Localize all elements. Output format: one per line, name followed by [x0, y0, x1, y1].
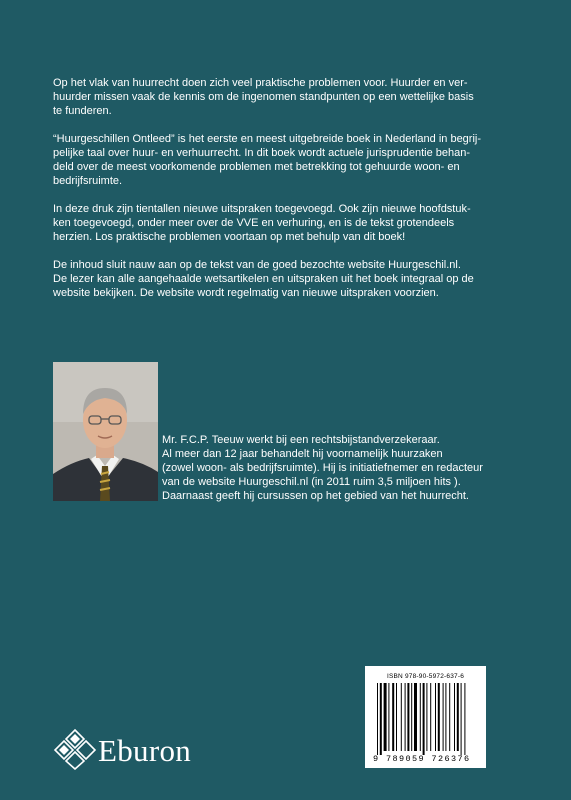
bio-line: Mr. F.C.P. Teeuw werkt bij een rechtsbijstandverzekeraar. [162, 434, 440, 446]
text-line: pelijke taal over huur- en verhuurrecht. In dit boek wordt actuele jurisprudentie behan- [53, 147, 471, 159]
text-line: te funderen. [53, 105, 112, 117]
bio-line: Daarnaast geeft hij cursussen op het gebied van het huurrecht. [162, 490, 469, 502]
blurb-paragraph-4 [53, 258, 533, 300]
bio-line: (zowel woon- als bedrijfsruimte). Hij is initiatiefnemer en redacteur [162, 462, 483, 474]
text-line: Op het vlak van huurrecht doen zich veel praktische problemen voor. Huurder en ver- [53, 77, 468, 89]
publisher-logo-icon [53, 728, 97, 770]
publisher-name: Eburon [98, 733, 192, 768]
bio-line: Al meer dan 12 jaar behandelt hij voornamelijk huurzaken [162, 448, 443, 460]
text-line: In deze druk zijn tientallen nieuwe uitspraken toegevoegd. Ook zijn nieuwe hoofdstuk- [53, 203, 471, 215]
text-line: deld over de meest voorkomende problemen met betrekking tot gehuurde woon- en [53, 161, 460, 173]
text-line: De inhoud sluit nauw aan op de tekst van de goed bezochte website Huurgeschil.nl. [53, 259, 461, 271]
barcode-block [365, 666, 486, 768]
text-line: herzien. Los praktische problemen voortaan op met behulp van dit boek! [53, 231, 406, 243]
text-line: huurder missen vaak de kennis om de ingenomen standpunten op een wettelijke basis [53, 91, 474, 103]
text-line: bedrijfsruimte. [53, 175, 123, 187]
blurb-paragraph-2 [53, 132, 533, 188]
barcode-bars [377, 683, 475, 755]
text-line: “Huurgeschillen Ontleed” is het eerste en meest uitgebreide boek in Nederland in begrij- [53, 133, 482, 145]
barcode-number: 9 789059 726376 [373, 754, 471, 764]
blurb-paragraph-3 [53, 202, 533, 244]
back-cover-blurb [53, 76, 533, 314]
text-line: website bekijken. De website wordt regelmatig van nieuwe uitspraken voorzien. [53, 287, 439, 299]
text-line: ken toegevoegd, onder meer over de VVE en verhuring, en is de tekst grotendeels [53, 217, 455, 229]
bio-line: van de website Huurgeschil.nl (in 2011 ruim 3,5 miljoen hits ). [162, 476, 461, 488]
text-line: De lezer kan alle aangehaalde wetsartikelen en uitspraken uit het boek integraal op de [53, 273, 474, 285]
blurb-paragraph-1 [53, 76, 533, 118]
isbn-label: ISBN 978-90-5972-637-6 [386, 673, 465, 680]
author-bio [162, 433, 542, 503]
author-photo [53, 362, 158, 501]
